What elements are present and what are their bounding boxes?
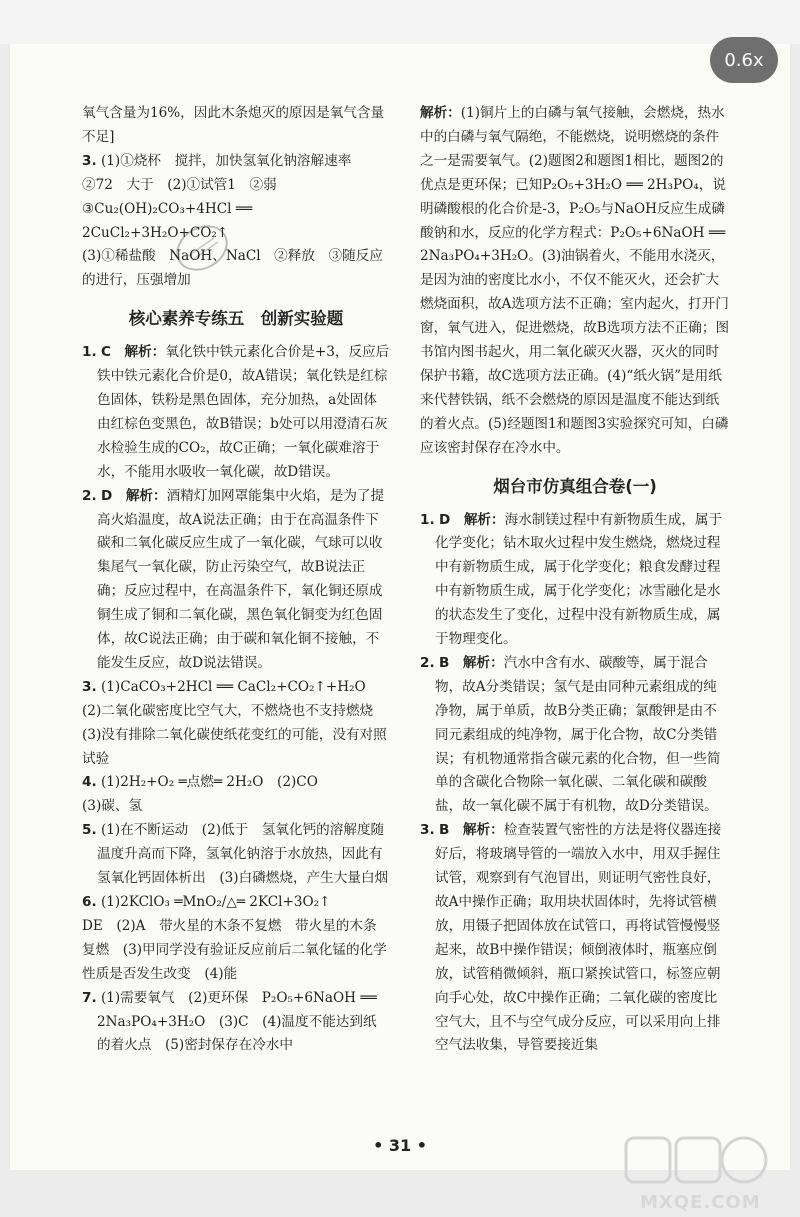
answer-line — [82, 700, 390, 724]
analysis-label: D 解析： — [438, 511, 505, 528]
answer-watermark-logo — [622, 1130, 772, 1192]
answer-item — [420, 509, 730, 652]
analysis-label: C 解析： — [100, 344, 166, 361]
item-number: 3. — [420, 822, 435, 839]
item-text: 检查装置气密性的方法是将仪器连接好后，将玻璃导管的一端放入水中，用双手握住试管，观察到有气泡冒出，则证明气密性良好，故A中操作正确；取用块状固体时，先将试管横放，用镊子把固体放在试管口，再将试管慢慢竖起来，故B中操作错误；倾倒液体时，瓶塞应倒放，试管稍微倾斜，瓶口紧挨试管口，标签应朝向手心处，故C中操作正确；二氧化碳的密度比空气大，且不与空气成分反应，可以采用向上排空气法收集，导管要接近集 — [435, 822, 722, 1054]
answer-line — [82, 198, 390, 246]
speed-label: 0.6x — [724, 49, 764, 71]
item-text: (3)碳、氢 — [82, 798, 143, 815]
viewer-top-bar — [0, 0, 800, 44]
item-text: (1)2KClO₃ ═MnO₂/△═ 2KCl+3O₂↑ — [100, 894, 331, 910]
item-text: (3)没有排除二氧化碳使纸花变红的可能，没有对照试验 — [82, 726, 387, 767]
analysis-label: 解析： — [420, 105, 461, 121]
item-number: 5. — [82, 822, 97, 839]
answer-item — [82, 341, 390, 484]
item-number: 2. — [420, 654, 435, 671]
analysis-label: B 解析： — [438, 654, 504, 671]
item-text: ③Cu₂(OH)₂CO₃+4HCl ══ 2CuCl₂+3H₂O+CO₂↑ — [82, 200, 253, 241]
answer-item — [82, 819, 390, 891]
analysis-label: D 解析： — [100, 487, 167, 504]
section-heading: 烟台市仿真组合卷(一) — [493, 476, 657, 496]
answer-line — [82, 795, 390, 819]
item-text: (1)CaCO₃+2HCl ══ CaCl₂+CO₂↑+H₂O — [100, 678, 366, 695]
item-number: 1. — [420, 511, 435, 528]
item-text: (1)铜片上的白磷与氧气接触，会燃烧，热水中的白磷与氧气隔绝，不能燃烧，说明燃烧的条件之一是需要氧气。(2)题图2和题图1相比，题图2的优点是更环保；已知P₂O₅+3H₂O ══ 2H₃PO₄，说明磷酸根的化合价是-3，P₂O₅与NaOH反应生成磷酸钠和水，反应的化学方程式：P₂O₅+6NaOH ══ 2Na₃PO₄+3H₂O。(3)油锅着火，不能用水浇灭，是因为油的密度比水小，不仅不能灭火，还会扩大燃烧面积，故A选项方法不正确；室内起火，打开门窗，氧气进入，促进燃烧，故B选项方法不正确；图书馆内图书起火，用二氧化碳灭火器，灭火的同时保护书籍，故C选项方法正确。(4)“纸火锅”是用纸来代替铁锅，纸不会燃烧的原因是温度不能达到纸的着火点。(5)经题图1和题图3实验探究可知，白磷应该密封保存在冷水中。 — [420, 105, 730, 456]
item-number: 1. — [82, 344, 97, 361]
answer-item — [82, 771, 390, 795]
right-column — [420, 102, 730, 1058]
answer-item — [420, 819, 730, 1058]
watermark-text: MXQE.COM — [640, 1192, 761, 1213]
item-number: 7. — [82, 989, 97, 1006]
item-text: 酒精灯加网罩能集中火焰，是为了提高火焰温度，故A说法正确；由于在高温条件下碳和二氧化碳反应生成了一氧化碳，气球可以收集尾气一氧化碳，防止污染空气，故B说法正确；反应过程中，在高温条件下，氧化铜还原成铜生成了铜和二氧化碳，黑色氧化铜变为红色固体，故C说法正确；由于碳和氧化铜不接触，不能发生反应，故D说法错误。 — [97, 487, 385, 671]
item-text: 汽水中含有水、碳酸等，属于混合物，故A分类错误；氢气是由同种元素组成的纯净物，属于单质，故B分类正确；氯酸钾是由不同元素组成的纯净物，属于化合物，故C分类错误；有机物通常指含碳元素的化合物，但一些简单的含碳化合物除一氧化碳、二氧化碳和碳酸盐，故一氧化碳不属于有机物，故D分类错误。 — [435, 654, 721, 815]
item-text: (3)①稀盐酸 NaOH、NaCl ②释放 ③随反应的进行，压强增加 — [82, 248, 383, 289]
item-text: (1)①烧杯 搅拌，加快氢氧化钠溶解速率 — [100, 152, 352, 169]
item-text: 氧气含量为16%，因此木条熄灭的原因是氧气含量不足] — [82, 105, 385, 145]
item-number: 2. — [82, 487, 97, 504]
item-number: 6. — [82, 894, 97, 910]
item-number: 4. — [82, 774, 97, 791]
answer-line — [82, 915, 390, 987]
answer-line — [82, 724, 390, 772]
item-number: 3. — [82, 152, 97, 169]
item-text: 氧化铁中铁元素化合价是+3，反应后铁中铁元素化合价是0，故A错误；氧化铁是红棕色固体，铁粉是黑色固体，充分加热，a处固体由红棕色变黑色，故B错误；b处可以用澄清石灰水检验生成的CO₂，故C正确；一氧化碳难溶于水，不能用水吸收一氧化碳，故D错误。 — [97, 344, 390, 480]
section-heading: 核心素养专练五 创新实验题 — [128, 309, 344, 329]
item-number: 3. — [82, 678, 97, 695]
answer-item — [82, 987, 390, 1059]
item-text: ②72 大于 (2)①试管1 ②弱 — [82, 176, 277, 193]
answer-line — [420, 102, 730, 461]
left-column — [82, 102, 390, 1058]
playback-speed-button[interactable] — [710, 37, 778, 83]
item-text: (1)在不断运动 (2)低于 氢氧化钙的溶解度随温度升高而下降，氢氧化钠溶于水放热，因此有氢氧化钙固体析出 (3)白磷燃烧，产生大量白烟 — [97, 822, 389, 887]
item-text: 海水制镁过程中有新物质生成，属于化学变化；钻木取火过程中发生燃烧，燃烧过程中有新物质生成，属于化学变化；粮食发酵过程中有新物质生成，属于化学变化；冰雪融化是水的状态发生了变化，过程中没有新物质生成，属于物理变化。 — [435, 511, 723, 648]
answer-item — [82, 891, 390, 915]
answer-line — [82, 245, 390, 293]
item-text: (1)2H₂+O₂ ═点燃═ 2H₂O (2)CO — [100, 774, 318, 791]
answer-item — [82, 485, 390, 676]
answer-item — [82, 150, 390, 174]
page-number: • 31 • — [373, 1136, 427, 1155]
answer-item — [82, 676, 390, 700]
answer-item — [420, 652, 730, 819]
answer-line — [82, 102, 390, 150]
item-text: (1)需要氧气 (2)更环保 P₂O₅+6NaOH ══ 2Na₃PO₄+3H₂O (3)C (4)温度不能达到纸的着火点 (5)密封保存在冷水中 — [97, 989, 377, 1054]
item-text: DE (2)A 带火星的木条不复燃 带火星的木条复燃 (3)甲同学没有验证反应前后二氧化锰的化学性质是否发生改变 (4)能 — [82, 917, 387, 982]
analysis-label: B 解析： — [438, 822, 504, 839]
answer-line — [82, 174, 390, 198]
item-text: (2)二氧化碳密度比空气大，不燃烧也不支持燃烧 — [82, 702, 374, 719]
